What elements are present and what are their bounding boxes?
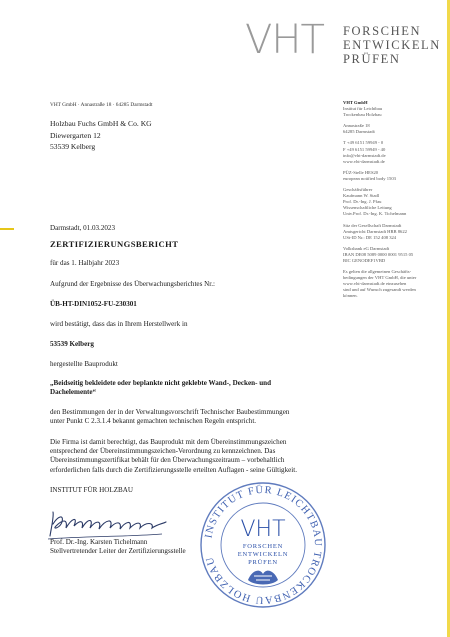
sidebar-text: www.vht-darmstadt.de <box>343 158 385 164</box>
sidebar-text: IBAN DE08 5089 0000 0001 9515 05 <box>343 251 414 257</box>
product-line-2: Dachelemente“ <box>50 388 97 397</box>
sidebar-text: Trockenbau Holzbau <box>343 112 382 118</box>
sidebar-text: Geschäftsführer <box>343 187 373 193</box>
sidebar-text: Amtsgericht Darmstadt HRB 8622 <box>343 228 407 234</box>
sidebar-text: info@vht-darmstadt.de <box>343 152 386 158</box>
signer-role: Stellvertretender Leiter der Zertifizierungsstelle <box>50 547 186 555</box>
sidebar-text: bedingungen der VHT GmbH, die unter <box>343 275 417 281</box>
stamp-ring-text: INSTITUT FÜR LEICHTBAU TROCKENBAU HOLZBAU <box>203 484 324 606</box>
date-line: Darmstadt, 01.03.2023 <box>50 224 116 232</box>
sidebar-text: PÜZ-Stelle HES20 <box>343 169 379 175</box>
auth-line-3: Übereinstimmungszertifikat behält für den Überwachungszeitraum – vorbehaltlich <box>50 456 285 465</box>
authorization-paragraph <box>50 438 370 475</box>
report-number: ÜB-HT-DIN1052-FU-230301 <box>50 300 137 308</box>
sidebar-text: Institut für Leichtbau <box>343 106 383 112</box>
recipient-line-1: Holzbau Fuchs GmbH & Co. KG <box>50 119 152 128</box>
recipient-address <box>50 118 152 153</box>
vht-logo-tagline <box>343 24 441 66</box>
signer-name: Prof. Dr.-Ing. Karsten Tichelmann <box>50 538 148 546</box>
auth-line-2: entsprechend der Übereinstimmungszeichen-Verordnung zu kennzeichnen. Das <box>50 447 276 456</box>
fold-mark <box>0 228 14 230</box>
sidebar-text: Prof. Dr.-Ing. J. Pfau <box>343 199 382 205</box>
stamp-line-1: FORSCHEN <box>242 543 284 550</box>
logo-line-3: PRÜFEN <box>343 52 401 66</box>
recipient-line-2: Diewergarten 12 <box>50 130 101 140</box>
logo-line-2: ENTWICKELN <box>343 38 441 52</box>
auth-line-1: Die Firma ist damit berechtigt, das Bauprodukt mit dem Übereinstimmungszeichen <box>50 438 287 446</box>
sidebar-text: www.vht-darmstadt.de einzusehen <box>343 281 407 287</box>
product-intro: hergestellte Bauprodukt <box>50 360 118 368</box>
sidebar-text: Kaufmann W. Stadl <box>343 193 380 199</box>
document-title: ZERTIFIZIERUNGSBERICHT <box>50 239 179 249</box>
period-line: für das 1. Halbjahr 2023 <box>50 259 120 267</box>
sidebar-text: USt-ID Nr.: DE 152 408 324 <box>343 234 397 240</box>
sidebar-text: T +49 6151 59949 - 0 <box>343 140 384 146</box>
stamp-emblem <box>248 571 278 585</box>
basis-line: Aufgrund der Ergebnisse des Überwachungsberichtes Nr.: <box>50 280 215 288</box>
sidebar-text: Annastraße 18 <box>343 123 370 129</box>
sidebar-text: F +49 6151 59949 - 40 <box>343 146 386 152</box>
sidebar-text: european notified body 1503 <box>343 175 396 181</box>
sidebar-text: BIC GENODEF1VBD <box>343 257 386 263</box>
stamp-line-3: PRÜFEN <box>248 559 278 566</box>
sidebar-text: Es gelten die allgemeinen Geschäfts- <box>343 269 412 275</box>
sidebar-text: Wissenschaftliche Leitung <box>343 205 392 211</box>
institute-name: INSTITUT FÜR HOLZBAU <box>50 486 134 494</box>
auth-line-4: erforderlichen falls durch die Zertifizierungsstelle erteilten Auflagen - seine Gültigkeit. <box>50 465 298 474</box>
plant-location: 53539 Kelberg <box>50 340 94 348</box>
logo-line-1: FORSCHEN <box>343 24 422 38</box>
sender-line: VHT GmbH · Annastraße 18 · 64285 Darmstadt <box>50 102 153 108</box>
regulations-paragraph <box>50 408 350 426</box>
sidebar-text: Univ.Prof. Dr.-Ing. K. Tichelmann <box>343 211 407 217</box>
confirm-line: wird bestätigt, dass das in Ihrem Herstellwerk in <box>50 320 188 328</box>
vht-logo-mark: VHT <box>245 17 324 63</box>
stamp-mark: VHT <box>240 517 286 542</box>
certification-stamp <box>196 478 330 612</box>
regs-line-2: unter Punkt C 2.3.1.4 bekannt gemachten technischen Regeln entspricht. <box>50 417 257 426</box>
sidebar-text: können. <box>343 293 358 299</box>
recipient-line-3: 53539 Kelberg <box>50 142 96 151</box>
sidebar-text: Sitz der Gesellschaft Darmstadt <box>343 222 402 228</box>
letterhead-sidebar <box>343 100 438 305</box>
sidebar-text: 64285 Darmstadt <box>343 129 375 135</box>
sidebar-company: VHT GmbH <box>343 100 368 105</box>
product-line-1: „Beidseitig bekleidete oder beplankte nicht geklebte Wand-, Decken- und <box>50 379 272 387</box>
sidebar-text: Volksbank eG Darmstadt <box>343 245 390 251</box>
product-description <box>50 379 350 397</box>
sidebar-text: sind und auf Wunsch zugesandt werden <box>343 287 416 293</box>
stamp-line-2: ENTWICKELN <box>237 551 289 558</box>
regs-line-1: den Bestimmungen der in der Verwaltungsvorschrift Technischer Baubestimmungen <box>50 408 290 416</box>
